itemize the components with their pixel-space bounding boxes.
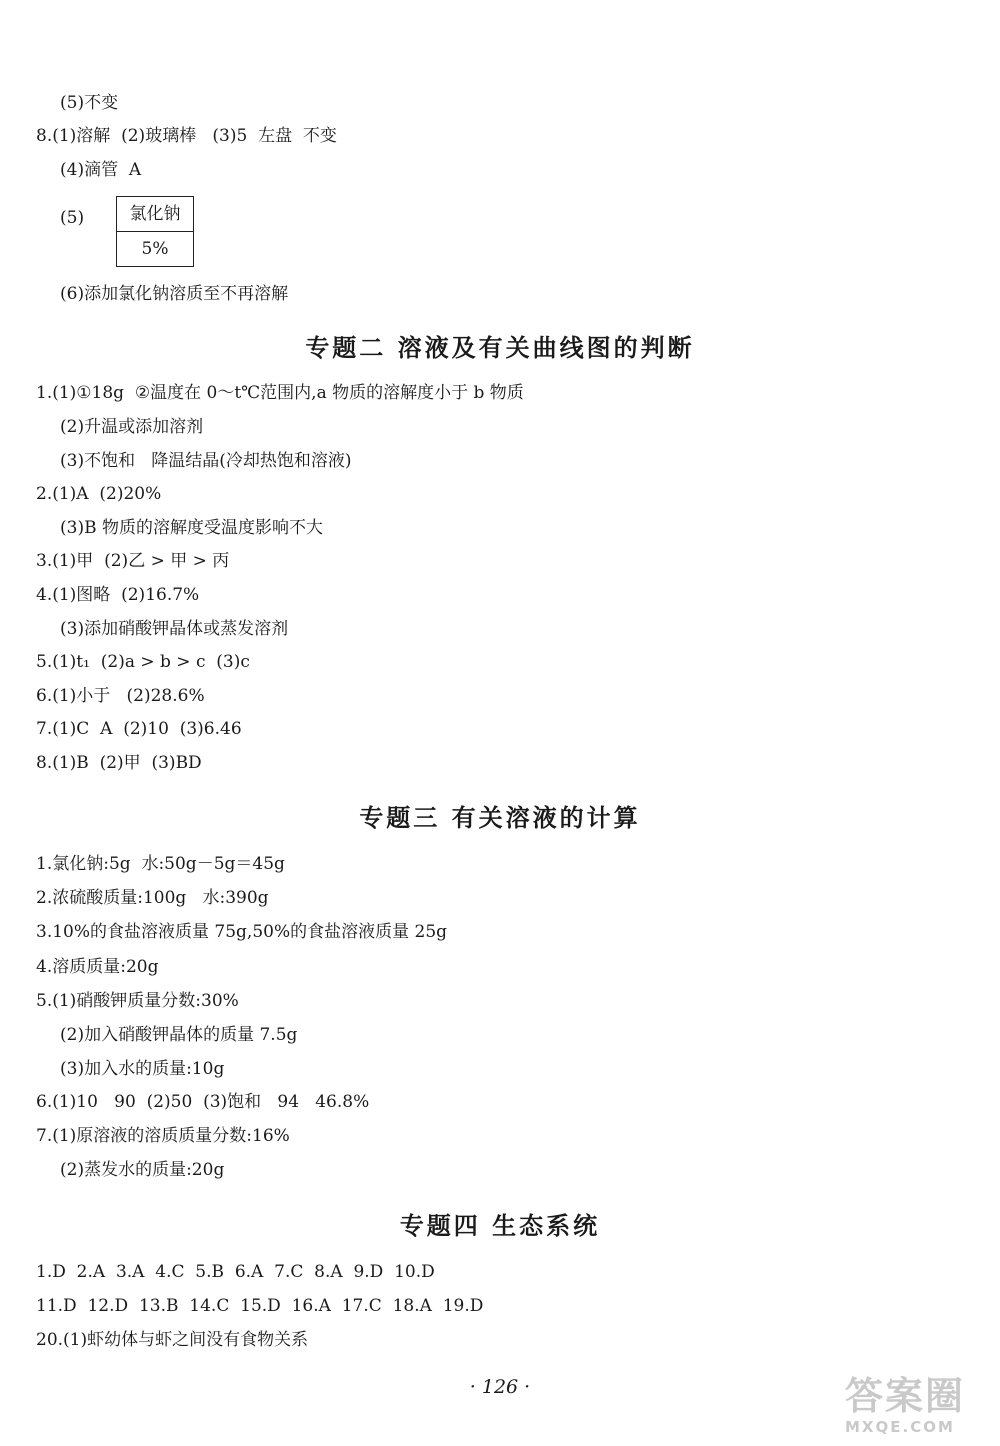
answer-line: (2)升温或添加溶剂 (60, 417, 204, 437)
section-heading: 专题二 溶液及有关曲线图的判断 (305, 334, 695, 362)
section-heading: 专题四 生态系统 (399, 1212, 601, 1240)
label-box-value: 5% (141, 239, 169, 259)
answer-line: 2.(1)A (2)20% (36, 484, 162, 504)
answer-line: 7.(1)原溶液的溶质质量分数:16% (36, 1126, 290, 1146)
answer-line: 20.(1)虾幼体与虾之间没有食物关系 (36, 1330, 309, 1350)
answer-line: 4.溶质质量:20g (36, 957, 159, 977)
answer-line: (5) (60, 208, 85, 228)
answer-line: 1.D 2.A 3.A 4.C 5.B 6.A 7.C 8.A 9.D 10.D (36, 1262, 435, 1282)
answer-line: (2)蒸发水的质量:20g (60, 1160, 225, 1180)
answer-line: 6.(1)10 90 (2)50 (3)饱和 94 46.8% (36, 1092, 370, 1112)
answer-line: (3)添加硝酸钾晶体或蒸发溶剂 (60, 619, 289, 639)
answer-line: 8.(1)溶解 (2)玻璃棒 (3)5 左盘 不变 (36, 126, 337, 146)
answer-line: (3)加入水的质量:10g (60, 1059, 225, 1079)
answer-line: 1.氯化钠:5g 水:50g－5g＝45g (36, 854, 285, 874)
answer-line: (2)加入硝酸钾晶体的质量 7.5g (60, 1025, 298, 1045)
answer-line: (3)B 物质的溶解度受温度影响不大 (60, 518, 323, 538)
answer-line: 7.(1)C A (2)10 (3)6.46 (36, 719, 242, 739)
answer-line: (5)不变 (60, 93, 119, 113)
answer-line: 3.(1)甲 (2)乙 > 甲 > 丙 (36, 551, 230, 571)
answer-line: 5.(1)t₁ (2)a > b > c (3)c (36, 652, 250, 672)
watermark-sub: MXQE.COM (845, 1418, 955, 1436)
label-box-name: 氯化钠 (117, 197, 193, 232)
answer-line: 11.D 12.D 13.B 14.C 15.D 16.A 17.C 18.A 19.D (36, 1296, 484, 1316)
answer-line: (4)滴管 A (60, 160, 142, 180)
answer-line: (6)添加氯化钠溶质至不再溶解 (60, 284, 289, 304)
watermark-main: 答案圈 (845, 1374, 966, 1418)
answer-line: 8.(1)B (2)甲 (3)BD (36, 753, 202, 773)
watermark-logo (845, 1374, 995, 1440)
label-box (116, 196, 194, 267)
answer-line: 5.(1)硝酸钾质量分数:30% (36, 991, 239, 1011)
answer-line: (3)不饱和 降温结晶(冷却热饱和溶液) (60, 451, 352, 471)
page-number: · 126 · (469, 1376, 531, 1398)
answer-line: 6.(1)小于 (2)28.6% (36, 686, 205, 706)
answer-line: 1.(1)①18g ②温度在 0～t℃范围内,a 物质的溶解度小于 b 物质 (36, 383, 524, 403)
section-heading: 专题三 有关溶液的计算 (359, 804, 641, 832)
answer-line: 2.浓硫酸质量:100g 水:390g (36, 888, 269, 908)
answer-line: 3.10%的食盐溶液质量 75g,50%的食盐溶液质量 25g (36, 922, 448, 942)
answer-line: 4.(1)图略 (2)16.7% (36, 585, 200, 605)
